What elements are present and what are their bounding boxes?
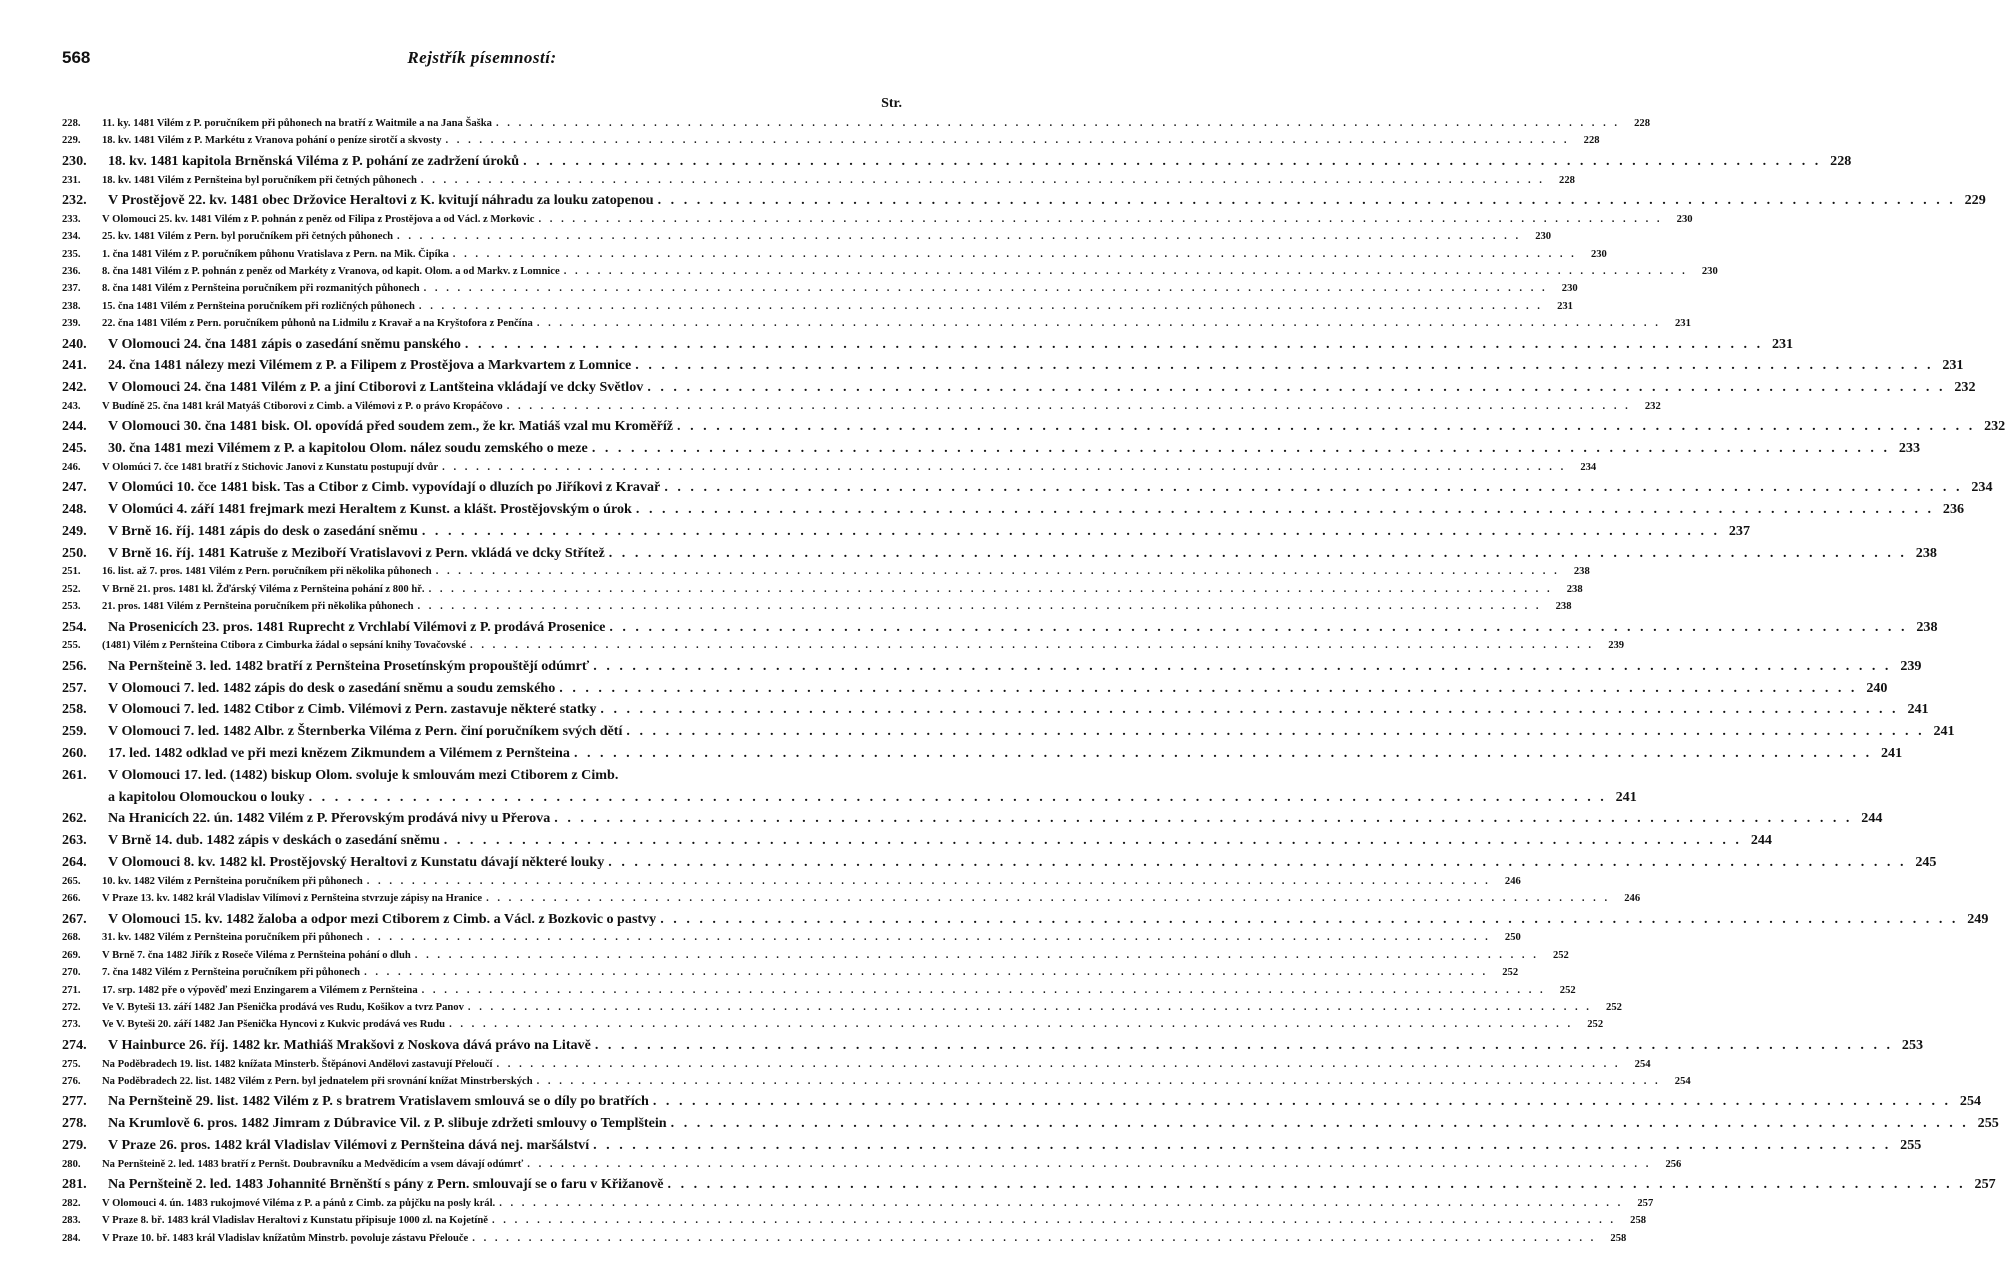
entry-text: V Olomouci 4. ún. 1483 rukojmové Viléma z P. a pánů z Cimb. za půjčku na posly král. [102,1197,496,1209]
dot-leader [592,440,1890,457]
dot-leader [609,545,1907,562]
entry-number: 230. [62,152,87,169]
entry-page: 232 [1984,418,2005,435]
entry-text: 11. ky. 1481 Vilém z P. poručníkem při půhonech na bratří z Waitmile a na Jana Šaška [102,118,492,129]
entry-number: 269. [62,949,81,961]
entry-number: 229. [62,135,81,147]
entry-text: 7. čna 1482 Vilém z Pernšteina poručníkem při půhonech [102,967,361,979]
entry-number: 247. [62,479,87,496]
entry-text: 24. čna 1481 nálezy mezi Vilémem z P. a Filipem z Prostějova a Markvartem z Lomnice [108,357,632,374]
dot-leader [507,401,1631,412]
entry-number: 262. [62,810,87,827]
dot-leader [554,810,1852,827]
dot-leader [538,214,1662,225]
entry-text: V Brně 21. pros. 1481 kl. Žďárský Viléma z Pernšteina pohání z 800 hř. [102,583,425,595]
dot-leader [537,318,1661,329]
entry-text: 8. čna 1481 Vilém z Pernšteina poručníkem při rozmanitých půhonech [102,283,420,295]
entry-number: 281. [62,1176,87,1193]
entry-text: V Olomouci 17. led. (1482) biskup Olom. svoluje k smlouvám mezi Ctiborem z Cimb. [108,766,619,783]
entry-text: Na Poděbradech 19. list. 1482 knížata Minsterb. Štěpánovi Andělovi zastavují Přeloučí [102,1058,493,1070]
index-entry [62,893,1641,910]
entry-text: 17. led. 1482 odklad ve při mezi knězem Zikmundem a Vilémem z Pernšteina [108,745,570,761]
index-entry [62,379,1976,401]
entry-page: 238 [1555,601,1572,613]
index-entry [62,984,1576,1002]
entry-number: 272. [62,1001,81,1013]
dot-leader [497,1059,1621,1070]
entry-number: 257. [62,679,87,696]
entry-text: (1481) Vilém z Pernšteina Ctibora z Cimburka žádal o sepsání knihy Tovačovské [102,640,467,652]
entry-page: 239 [1608,640,1625,652]
dot-leader [608,854,1906,871]
entry-text: 15. čna 1481 Vilém z Pernšteina poručníkem při rozličných půhonech [102,300,415,312]
entry-page: 252 [1606,1001,1622,1013]
entry-text: Na Pernšteině 2. led. 1483 bratří z Pernšt. Doubravníku a Medvědicím a vsem dávají odúmrť [102,1158,524,1170]
dot-leader [309,789,1607,806]
entry-text: 16. list. až 7. pros. 1481 Vilém z Pern. poručníkem při několika půhonech [102,566,432,578]
entry-number: 270. [62,967,81,979]
entry-text: V Olomouci 30. čna 1481 bisk. Ol. opovídá před soudem zem., že kr. Matiáš vzal mu Kroměříž [108,418,674,435]
entry-number: 250. [62,544,87,561]
index-entry [62,967,1519,984]
entry-number: 239. [62,318,81,330]
entry-number: 280. [62,1158,81,1170]
index-entry [62,932,1521,949]
entry-number: 252. [62,583,81,595]
dot-leader [444,832,1742,849]
index-entry [62,583,1583,601]
entry-page: 240 [1866,679,1888,696]
entry-page: 255 [1977,1115,1999,1132]
index-entry [62,1197,1654,1215]
entry-text: V Olomouci 24. čna 1481 Vilém z P. a jiní Ctiborovi z Lantšteina vkládají ve dcky Světlov [108,379,644,396]
dot-leader [523,153,1821,170]
entry-number: 236. [62,265,81,277]
dot-leader [559,680,1857,697]
entry-page: 258 [1610,1232,1627,1244]
index-entry [62,283,1578,300]
index-entry [62,213,1693,231]
entry-text: V Olomouci 8. kv. 1482 kl. Prostějovský Heraltovi z Kunstatu dávají některé louky [108,853,605,870]
index-entry [62,118,1651,135]
entry-page: 257 [1637,1197,1654,1209]
entry-number: 241. [62,357,87,374]
entry-number: 232. [62,191,87,208]
dot-leader [367,932,1491,943]
index-entry [62,1232,1627,1250]
entry-page: 245 [1915,853,1937,870]
dot-leader [635,357,1933,374]
entry-text: 10. kv. 1482 Vilém z Pernšteina poručníkem při půhonech [102,875,363,887]
entry-text: V Budíně 25. čna 1481 král Matyáš Ctiborovi z Cimb. a Vilémovi z P. o právo Kropáčovo [102,400,503,412]
entry-page: 257 [1974,1176,1996,1193]
entry-page: 230 [1561,283,1578,295]
entry-text: V Olomouci 7. led. 1482 zápis do desk o zasedání sněmu a soudu zemského [108,679,556,696]
dot-leader [564,266,1688,277]
entry-number: 251. [62,566,81,578]
entry-page: 228 [1559,174,1575,186]
dot-leader [496,118,1620,129]
entry-number: 235. [62,248,81,260]
entry-page: 252 [1559,984,1576,996]
index-entry [62,1036,1924,1059]
entry-text: V Olomouci 7. led. 1482 Albr. z Šternberka Viléma z Pern. činí poručníkem svých dětí [108,723,623,740]
dot-leader [600,701,1898,718]
entry-text: Na Prosenicích 23. pros. 1481 Ruprecht z Vrchlabí Vilémovi z P. prodává Prosenice [108,618,606,635]
dot-leader [442,462,1566,473]
entry-text-continued: a kapitolou Olomouckou o louky [108,788,305,805]
entry-number: 233. [62,213,81,225]
entry-text: V Brně 7. čna 1482 Jiřík z Roseče Viléma z Pernšteina pohání o dluh [102,949,411,961]
entry-text: 8. čna 1481 Vilém z P. pohnán z peněz od Markéty z Vranova, od kapit. Olom. a od Markv. z Lomnice [102,265,560,277]
index-entry [62,1019,1604,1036]
entry-number: 253. [62,601,81,613]
index-entry [62,1075,1691,1093]
running-title: Rejstřík písemností: [407,48,557,67]
entry-page: 254 [1674,1075,1691,1087]
entry-page: 234 [1580,461,1597,473]
entry-page: 253 [1901,1036,1924,1053]
entry-page: 241 [1933,723,1955,740]
dot-leader [367,876,1491,887]
dot-leader [609,619,1907,636]
entry-number: 258. [62,701,87,718]
index-entry [62,135,1600,152]
entry-number: 273. [62,1019,81,1031]
entry-page: 258 [1630,1215,1647,1227]
entry-text: V Olomúci 7. čce 1481 bratří z Stichovic Janovi z Kunstatu postupují dvůr [102,461,439,473]
index-entry [62,318,1691,335]
index-entry [62,461,1597,479]
dot-leader [446,135,1570,146]
entry-text: V Olomouci 25. kv. 1481 Vilém z P. pohnán z peněz od Filipa z Prostějova a od Václ. z Morkovic [102,213,535,225]
entry-page: 250 [1504,932,1521,944]
entry-number: 259. [62,723,87,740]
entry-number: 278. [62,1115,87,1132]
entry-text: V Brně 16. říj. 1481 Katruše z Meziboří Vratislavovi z Pern. vkládá ve dcky Střítež [108,544,605,561]
entry-number: 237. [62,283,81,295]
dot-leader [364,967,1488,978]
index-entry [62,191,1986,214]
index-entry [62,832,1772,854]
entry-text: 31. kv. 1482 Vilém z Pernšteina poručníkem při půhonech [102,932,363,944]
entry-text: 18. kv. 1481 kapitola Brněnská Viléma z P. pohání ze zadržení úroků [108,152,520,169]
index-entry [62,618,1938,641]
entry-number: 228. [62,118,81,129]
entry-page: 246 [1624,893,1641,905]
page-column-header: Str. [881,96,902,111]
entry-page: 252 [1587,1019,1604,1031]
entry-text: V Olomúci 10. čce 1481 bisk. Tas a Ctibor z Cimb. vypovídají o dluzích po Jiříkovi z Kravař [108,479,661,496]
index-entry [62,522,1751,545]
entry-text: 17. srp. 1482 pře o výpověď mezi Enzingarem a Vilémem z Pernšteina [102,984,418,996]
index-entry [62,1176,1996,1198]
entry-text: 1. čna 1481 Vilém z P. poručníkem půhonu Vratislava z Pern. na Mik. Čipíka [102,248,449,260]
index-entry [62,265,1718,283]
index-entry [62,1215,1647,1232]
entry-page: 244 [1750,832,1772,849]
entry-page: 238 [1916,618,1938,635]
entry-number: 240. [62,335,87,352]
index-entry [62,248,1607,266]
entry-number: 231. [62,174,81,186]
entry-text: V Olomúci 4. září 1481 frejmark mezi Heraltem z Kunst. a klášt. Prostějovským o úrok [108,501,632,518]
dot-leader [424,283,1548,294]
entry-page: 230 [1590,248,1607,260]
dot-leader [660,911,1958,928]
dot-leader [636,501,1934,518]
dot-leader [429,584,1553,595]
dot-leader [465,336,1763,353]
entry-number: 234. [62,231,81,243]
entry-number: 260. [62,745,87,761]
entry-page: 249 [1967,910,1989,927]
entry-page: 256 [1665,1158,1682,1170]
dot-leader [658,192,1956,209]
entry-text: Na Pernšteině 3. led. 1482 bratří z Pernšteina Prosetínským propouštějí odúmrť [108,657,590,674]
entry-page: 233 [1898,440,1920,457]
dot-leader [593,658,1891,675]
index-entry [62,566,1590,583]
entry-text: Na Poděbradech 22. list. 1482 Vilém z Pern. byl jednatelem při srovnání knížat Minstrberských [102,1075,533,1087]
index-entry [62,601,1572,618]
entry-text: Na Krumlově 6. pros. 1482 Jimram z Dúbravice Vil. z P. slibuje zdržeti smlouvy o Templštein [108,1115,667,1132]
entry-text: V Brně 16. říj. 1481 zápis do desk o zasedání sněmu [108,522,418,539]
index-entry [62,357,1964,379]
dot-leader [472,1233,1596,1244]
index-entry [62,1093,1982,1115]
entry-number: 248. [62,501,87,518]
index-entry [62,640,1625,657]
entry-text: V Praze 26. pros. 1482 král Vladislav Vilémovi z Pernšteina dává nej. maršálství [108,1136,590,1153]
index-entry [62,1001,1622,1019]
entry-number: 238. [62,300,81,312]
dot-leader [417,601,1541,612]
entry-page: 232 [1644,400,1661,412]
entry-text: Na Pernšteině 29. list. 1482 Vilém z P. s bratrem Vratislavem smlouvá se o díly po bratřích [108,1093,649,1110]
index-entry [62,910,1989,933]
dot-leader [415,950,1539,961]
entry-page: 230 [1676,213,1693,225]
entry-page: 234 [1971,479,1993,496]
entry-page: 254 [1959,1093,1982,1110]
index-entry [62,701,1929,723]
entry-number: 245. [62,440,87,457]
entry-page: 229 [1964,191,1986,208]
entry-page: 232 [1954,379,1976,396]
entry-page: 238 [1566,583,1583,595]
entry-page: 238 [1915,544,1937,561]
index-entry [62,479,1993,501]
entry-number: 268. [62,932,81,944]
index-entry [62,1115,1999,1137]
entry-page: 239 [1900,657,1922,674]
index-entry [62,501,1965,523]
entry-number: 277. [62,1093,87,1110]
entry-text: V Praze 8. bř. 1483 král Vladislav Heraltovi z Kunstatu připisuje 1000 zl. na Kojetíně [102,1215,488,1227]
entry-page: 241 [1907,701,1929,718]
entry-page: 254 [1634,1058,1651,1070]
entry-text: 18. kv. 1481 Vilém z Pernšteina byl poručníkem při četných půhonech [102,174,417,186]
entry-number: 282. [62,1197,81,1209]
entry-number: 256. [62,657,87,674]
index-entry [62,300,1573,318]
entry-text: V Praze 13. kv. 1482 král Vladislav Vilímovi z Pernšteina stvrzuje zápisy na Hranice [102,893,483,905]
entry-text: 22. čna 1481 Vilém z Pern. poručníkem půhonů na Lidmilu z Kravař a na Kryštofora z Penčína [102,318,533,330]
entry-text: 18. kv. 1481 Vilém z P. Markétu z Vranova pohání o peníze sirotčí a skvosty [102,135,442,147]
dot-leader [453,249,1577,260]
index-entry [62,657,1922,680]
entry-number: 242. [62,379,87,396]
entry-page: 244 [1861,810,1883,827]
entry-text: Na Pernšteině 2. led. 1483 Johannité Brněnští s pány z Pern. smlouvají se o faru v Křižanově [108,1176,664,1193]
entry-text: V Praze 10. bř. 1483 král Vladislav knížatům Minstrb. povoluje zástavu Přelouče [102,1232,469,1244]
dot-leader [653,1093,1951,1110]
entry-number: 279. [62,1136,87,1153]
index-entry [62,810,1883,832]
entry-number: 246. [62,461,81,473]
index-entry [62,949,1569,967]
dot-leader [486,893,1610,904]
entry-text: Ve V. Byteši 20. září 1482 Jan Pšenička Hyncovi z Kukvic prodává ves Rudu [102,1019,446,1031]
entry-number: 274. [62,1036,87,1053]
entry-number: 264. [62,853,87,870]
entry-page: 228 [1634,118,1651,129]
entry-number: 261. [62,766,87,783]
entry-text: V Olomouci 24. čna 1481 zápis o zasedání sněmu panského [108,335,461,352]
page-header [62,48,902,74]
entry-number: 284. [62,1232,81,1244]
index-entry [62,853,1937,876]
dot-leader [574,745,1872,762]
entry-page: 255 [1900,1136,1922,1153]
index-entry [62,1158,1682,1176]
index-entries [62,118,2005,1250]
entry-page: 252 [1552,949,1569,961]
entry-number: 244. [62,418,87,435]
entry-number: 267. [62,910,87,927]
entry-text: V Hainburce 26. říj. 1482 kr. Mathiáš Mrakšovi z Noskova dává právo na Litavě [108,1036,591,1053]
entry-page: 231 [1557,300,1573,312]
dot-leader [664,479,1962,496]
entry-page: 241 [1880,745,1903,761]
entry-page: 230 [1535,231,1552,243]
entry-number: 263. [62,832,87,849]
dot-leader [397,231,1521,242]
dot-leader [527,1159,1651,1170]
index-entry [62,875,1521,893]
page-number: 568 [62,48,91,67]
dot-leader [422,985,1546,996]
entry-page: 231 [1771,335,1794,352]
dot-leader [668,1176,1966,1193]
entry-page: 241 [1615,788,1637,805]
index-entry [62,723,1955,745]
entry-number: 283. [62,1215,81,1227]
index-entry [62,1058,1651,1076]
dot-leader [593,1137,1891,1154]
entry-page: 230 [1701,265,1718,277]
entry-text: V Olomouci 15. kv. 1482 žaloba a odpor mezi Ctiborem z Cimb. a Václ. z Bozkovic o pastvy [108,910,657,927]
index-entry [62,231,1552,248]
dot-leader [537,1076,1661,1087]
entry-number: 265. [62,875,81,887]
index-entry [62,335,1794,358]
entry-page: 228 [1583,135,1600,147]
entry-number: 276. [62,1075,81,1087]
dot-leader [419,301,1543,312]
dot-leader [492,1215,1616,1226]
entry-number: 249. [62,522,87,539]
dot-leader [470,640,1594,651]
entry-page: 246 [1504,875,1521,887]
index-entry [62,174,1575,192]
dot-leader [468,1002,1592,1013]
entry-text: 21. pros. 1481 Vilém z Pernšteina poručníkem při několika půhonech [102,601,414,613]
entry-text: V Brně 14. dub. 1482 zápis v deskách o zasedání sněmu [108,832,440,849]
dot-leader [677,418,1975,435]
entry-page: 231 [1942,357,1964,374]
entry-number: 275. [62,1058,81,1070]
index-entry [62,679,1888,702]
index-entry [62,440,1920,462]
entry-number: 271. [62,984,81,996]
index-entry [62,544,1937,567]
entry-text: Na Hranicích 22. ún. 1482 Vilém z P. Přerovským prodává nivy u Přerova [108,810,551,827]
entry-text: V Prostějově 22. kv. 1481 obec Držovice Heraltovi z K. kvitují náhradu za louku zatopenou [108,191,654,208]
dot-leader [421,175,1545,186]
entry-page: 231 [1674,318,1691,330]
dot-leader [647,379,1945,396]
entry-text: 30. čna 1481 mezi Vilémem z P. a kapitolou Olom. nález soudu zemského o meze [108,440,588,457]
index-entry [62,766,1637,811]
index-entry [62,400,1661,418]
dot-leader [499,1198,1623,1209]
index-entry [62,152,1852,175]
entry-page: 252 [1502,967,1519,979]
entry-text: 25. kv. 1481 Vilém z Pern. byl poručníkem při četných půhonech [102,231,394,243]
dot-leader [422,523,1720,540]
entry-number: 266. [62,893,81,905]
entry-page: 237 [1728,522,1751,539]
entry-page: 228 [1830,152,1852,169]
dot-leader [671,1115,1969,1132]
dot-leader [626,723,1924,740]
entry-number: 255. [62,640,81,652]
dot-leader [436,566,1560,577]
entry-text: V Olomouci 7. led. 1482 Ctibor z Cimb. Vilémovi z Pern. zastavuje některé statky [108,701,597,718]
dot-leader [449,1019,1573,1030]
index-entry [62,418,2005,440]
entry-number: 243. [62,400,81,412]
index-entry [62,745,1903,767]
entry-text: Ve V. Byteši 13. září 1482 Jan Pšenička prodává ves Rudu, Košikov a tvrz Panov [102,1001,464,1013]
entry-number: 254. [62,618,87,635]
dot-leader [595,1037,1893,1054]
entry-page: 238 [1573,566,1590,578]
index-entry [62,1136,1922,1159]
entry-page: 236 [1942,501,1965,518]
